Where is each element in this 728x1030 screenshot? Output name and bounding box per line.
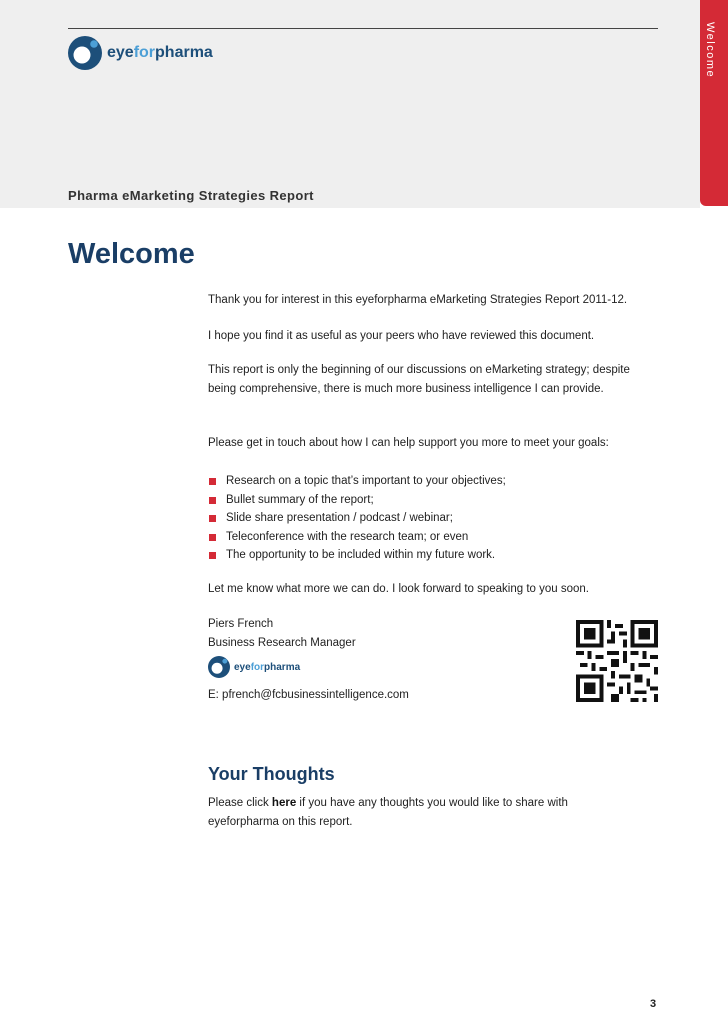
intro-paragraph-2: I hope you find it as useful as your peers who have reviewed this document. xyxy=(208,330,595,342)
list-item: Teleconference with the research team; or even xyxy=(208,528,506,547)
eyeforpharma-logo-icon xyxy=(68,36,102,70)
signature-role: Business Research Manager xyxy=(208,637,356,649)
logo-part-pharma: pharma xyxy=(264,661,301,673)
header-rule xyxy=(68,28,658,29)
qr-code-icon[interactable] xyxy=(576,620,658,702)
thoughts-paragraph xyxy=(208,794,618,832)
logo-part-eye: eye xyxy=(234,661,251,673)
logo-part-pharma: pharma xyxy=(155,44,213,61)
closing-paragraph: Let me know what more we can do. I look forward to speaking to you soon. xyxy=(208,583,589,595)
goals-list xyxy=(208,472,506,565)
list-item: Slide share presentation / podcast / webinar; xyxy=(208,509,506,528)
thoughts-text-after: if you have any thoughts you would like to share with eyeforpharma on this report. xyxy=(208,797,568,828)
report-title: Pharma eMarketing Strategies Report xyxy=(68,188,314,203)
list-item: Research on a topic that’s important to your objectives; xyxy=(208,472,506,491)
list-item: The opportunity to be included within my future work. xyxy=(208,546,506,565)
signature-email[interactable]: E: pfrench@fcbusinessintelligence.com xyxy=(208,689,409,701)
signature-name: Piers French xyxy=(208,618,274,630)
page-number: 3 xyxy=(650,998,657,1010)
header-band xyxy=(0,0,700,208)
section-tab-label: Welcome xyxy=(704,22,716,79)
eyeforpharma-logo-small xyxy=(208,656,300,678)
your-thoughts-heading: Your Thoughts xyxy=(208,764,335,784)
logo-part-eye: eye xyxy=(107,44,134,61)
intro-paragraph-1: Thank you for interest in this eyeforpharma eMarketing Strategies Report 2011-12. xyxy=(208,294,628,306)
intro-paragraph-4: Please get in touch about how I can help support you more to meet your goals: xyxy=(208,437,609,449)
logo-wordmark xyxy=(234,662,300,673)
thoughts-text-before: Please click xyxy=(208,797,272,809)
logo-part-for: for xyxy=(250,661,265,673)
intro-paragraph-3: This report is only the beginning of our discussions on eMarketing strategy; despite being comprehensive, there is much more business intelligence I can provide. xyxy=(208,364,630,395)
feedback-link[interactable]: here xyxy=(271,797,297,809)
logo-wordmark xyxy=(107,44,213,62)
section-tab-welcome[interactable] xyxy=(700,0,728,206)
eyeforpharma-logo xyxy=(68,36,213,70)
eyeforpharma-logo-icon xyxy=(208,656,230,678)
list-item: Bullet summary of the report; xyxy=(208,491,506,510)
logo-part-for: for xyxy=(133,44,156,61)
page-title: Welcome xyxy=(68,238,195,270)
